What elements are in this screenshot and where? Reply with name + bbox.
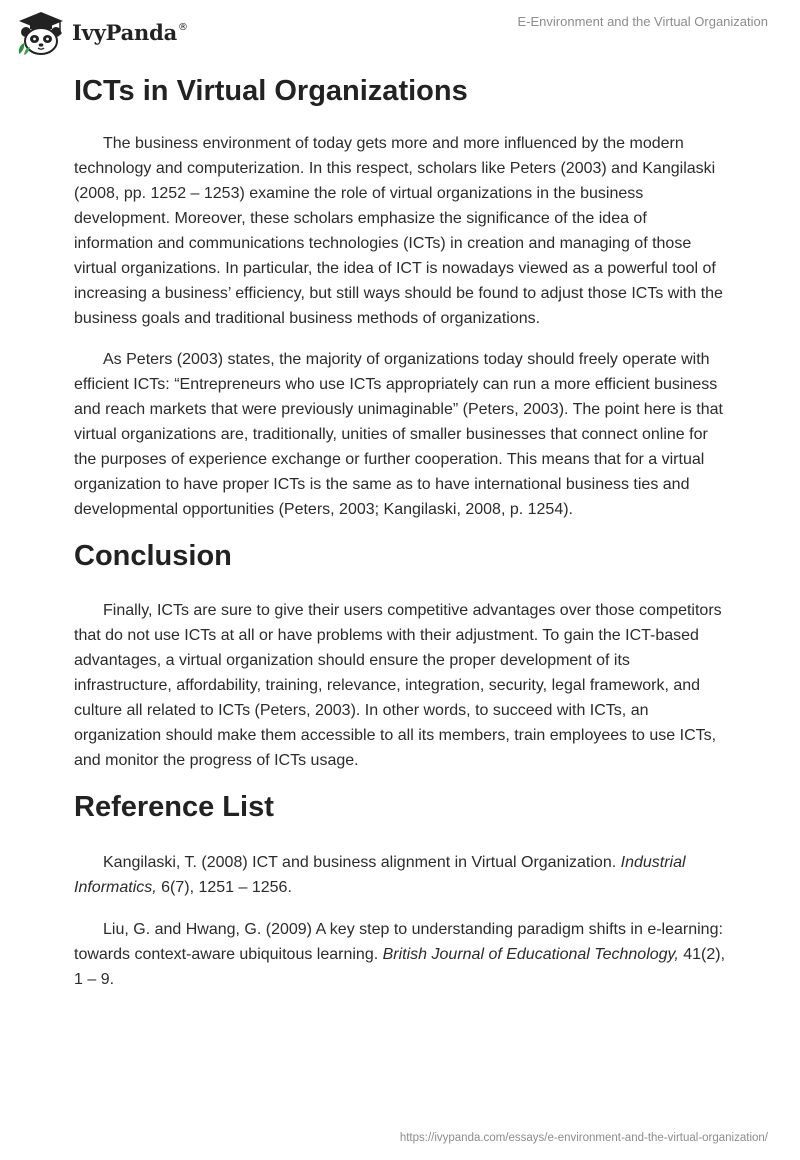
reference-item — [74, 850, 730, 900]
reference-text: Liu, G. and Hwang, G. (2009) A key step to understanding paradigm shifts in e-learning: towards context-aware ubiquitous learning. — [74, 921, 723, 963]
brand-name — [72, 20, 188, 45]
brand-name-text: IvyPanda — [72, 19, 178, 45]
section-heading-icts: ICTs in Virtual Organizations — [74, 75, 468, 107]
brand-logo[interactable] — [16, 9, 188, 57]
paragraph: Finally, ICTs are sure to give their users competitive advantages over those competitors that do not use ICTs at all or have problems with their adjustment. To gain the ICT-based advantages, a virtual organization should ensure the proper development of its infrastructure, affordability, training, relevance, integration, security, legal framework, and culture all related to ICTs (Peters, 2003). In other words, to succeed with ICTs, an organization should make them accessible to all its members, train employees to use ICTs, and monitor the progress of ICTs usage. — [74, 602, 722, 769]
reference-details: 6(7), 1251 – 1256. — [156, 879, 292, 896]
reference-journal: Industrial Informatics, — [74, 854, 686, 896]
essay-content — [74, 66, 730, 1009]
running-title: E-Environment and the Virtual Organization — [517, 14, 768, 29]
reference-journal: British Journal of Educational Technology, — [382, 946, 679, 963]
registered-mark: ® — [178, 21, 188, 33]
reference-text: Kangilaski, T. (2008) ICT and business alignment in Virtual Organization. — [103, 854, 621, 871]
section-heading-references: Reference List — [74, 791, 274, 823]
section-heading-conclusion: Conclusion — [74, 540, 232, 572]
source-url-link[interactable]: https://ivypanda.com/essays/e-environment-and-the-virtual-organization/ — [399, 1132, 768, 1144]
reference-item — [74, 917, 730, 992]
reference-details: 41(2), 1 – 9. — [74, 946, 726, 988]
panda-graduation-cap-icon — [16, 10, 66, 56]
paragraph: The business environment of today gets more and more influenced by the modern technology and computerization. In this respect, scholars like Peters (2003) and Kangilaski (2008, pp. 1252 – 1253) examine the role of virtual organizations in the business development. Moreover, these scholars emphasize the significance of the idea of information and communications technologies (ICTs) in creation and managing of those virtual organizations. In particular, the idea of ICT is nowadays viewed as a powerful tool of increasing a business’ efficiency, but still ways should be found to adjust those ICTs with the business goals and traditional business methods of organizations. — [74, 135, 723, 327]
paragraph: As Peters (2003) states, the majority of organizations today should freely operate with efficient ICTs: “Entrepreneurs who use ICTs appropriately can run a more efficient business and reach markets that were previously unimaginable” (Peters, 2003). The point here is that virtual organizations are, traditionally, unities of smaller businesses that connect online for the purposes of experience exchange or further cooperation. This means that for a virtual organization to have proper ICTs is the same as to have international business ties and developmental opportunities (Peters, 2003; Kangilaski, 2008, p. 1254). — [74, 351, 723, 518]
page-header — [0, 0, 800, 60]
